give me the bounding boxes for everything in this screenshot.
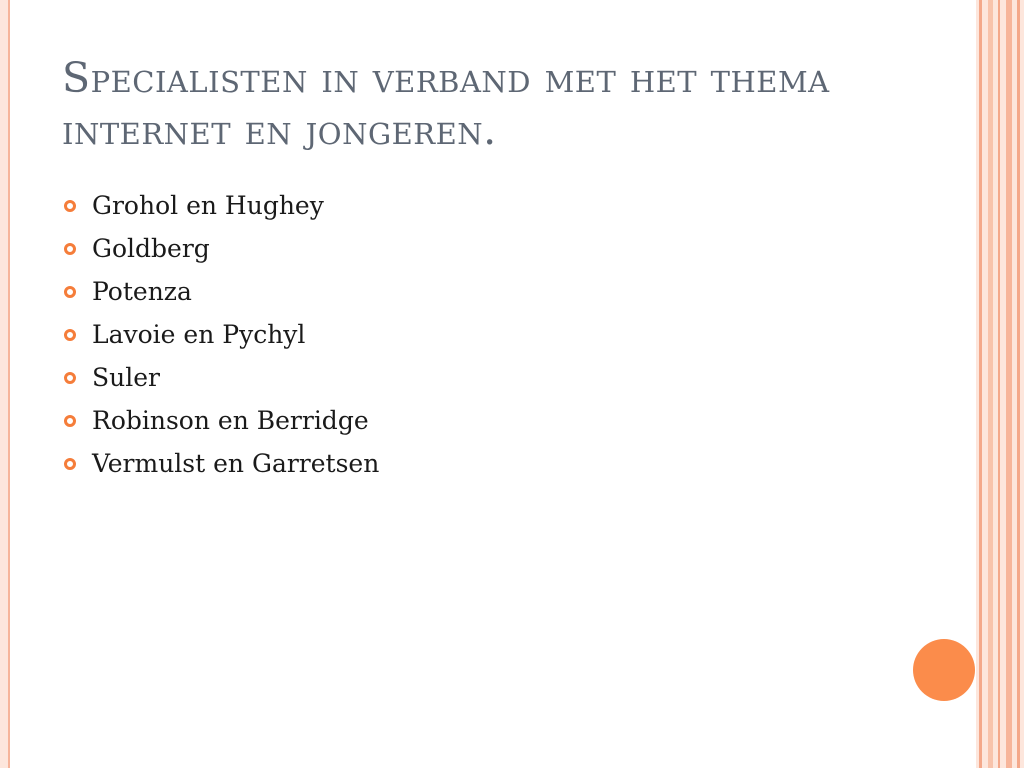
list-item: [62, 356, 379, 399]
list-item: [62, 313, 379, 356]
list-item-text: Suler: [92, 363, 160, 392]
list-item: [62, 270, 379, 313]
list-item-text: Lavoie en Pychyl: [92, 320, 306, 349]
list-item-text: Grohol en Hughey: [92, 191, 324, 220]
list-item-text: Goldberg: [92, 234, 210, 263]
stripe-3: [998, 0, 1000, 768]
stripe-5: [1017, 0, 1020, 768]
list-item-text: Robinson en Berridge: [92, 406, 369, 435]
ring-bullet-icon: [62, 200, 92, 212]
slide-title: Specialisten in verband met het thema internet en jongeren.: [62, 54, 830, 154]
list-item: [62, 399, 379, 442]
stripe-1: [979, 0, 982, 768]
list-item: [62, 184, 379, 227]
orange-circle-decoration: [913, 639, 975, 701]
ring-bullet-icon: [62, 243, 92, 255]
stripe-4: [1006, 0, 1012, 768]
right-decorative-stripes: [976, 0, 1024, 768]
ring-bullet-icon: [62, 458, 92, 470]
list-item: [62, 227, 379, 270]
list-item-text: Potenza: [92, 277, 192, 306]
ring-bullet-icon: [62, 286, 92, 298]
stripe-2: [988, 0, 993, 768]
bullet-list: [62, 184, 379, 485]
left-border-line: [8, 0, 10, 768]
ring-bullet-icon: [62, 372, 92, 384]
list-item: [62, 442, 379, 485]
ring-bullet-icon: [62, 415, 92, 427]
list-item-text: Vermulst en Garretsen: [92, 449, 380, 478]
ring-bullet-icon: [62, 329, 92, 341]
